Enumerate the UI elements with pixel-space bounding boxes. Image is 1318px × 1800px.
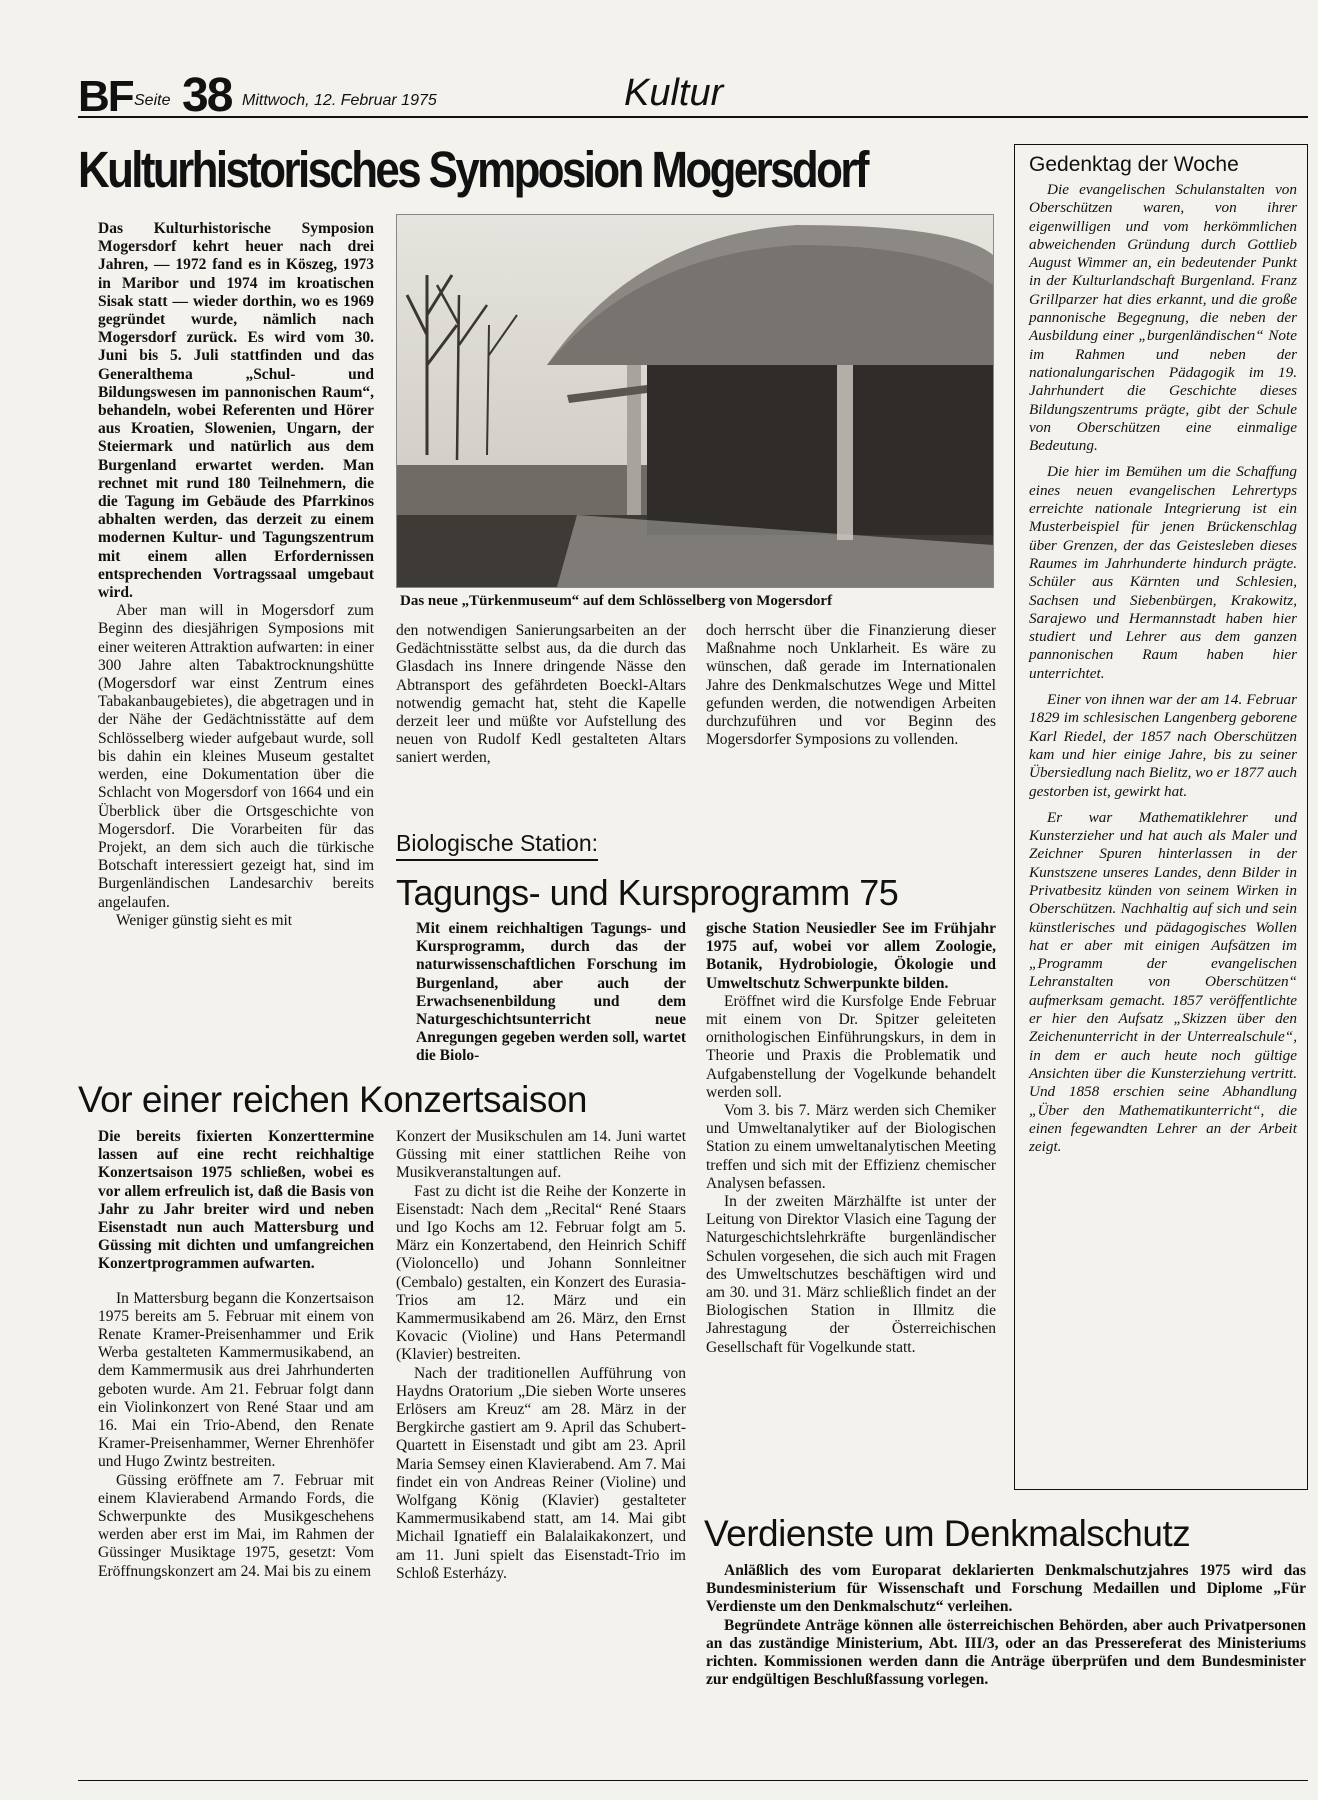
- article4-headline: Verdienste um Denkmalschutz: [704, 1513, 1191, 1554]
- article1-paragraph-2: Aber man will in Mogersdorf zum Beginn des diesjährigen Symposions mit einer weiteren Attraktion aufwarten: in einer 300 Jahre alten Tabaktrocknungshütte (Mogersdorf war einst Zentrum eines Tabakanbaugebietes), die abgetragen und in der Nähe der Gedächtnisstätte auf dem Schlösselberg wieder aufgebaut wurde, soll bis dahin ein kleines Museum gestaltet werden, eine Dokumentation über die Schlacht von Mogersdorf von 1664 und ein Überblick über die Ortsgeschichte von Mogersdorf. Die Vorarbeiten für das Projekt, an dem sich auch die türkische Botschaft interessiert gezeigt hat, sind im Burgenländischen Landesarchiv bereits angelaufen.: [98, 602, 374, 911]
- masthead-seite-label: Seite: [134, 92, 171, 109]
- masthead-date: Mittwoch, 12. Februar 1975: [242, 92, 437, 109]
- article3-paragraph-2: Güssing eröffnete am 7. Februar mit einem Klavierabend Armando Fords, die Schwerpunkte des Musikgeschehens werden aber erst im Mai, im Rahmen der Güssinger Musiktage 1975, gesetzt: Vom Eröffnungskonzert am 24. Mai bis zu einem: [98, 1471, 374, 1580]
- article4-paragraph-1: Anläßlich des vom Europarat deklarierten Denkmalschutzjahres 1975 wird das Bundesministerium für Wissenschaft und Forschung Medaillen und Diplome „Für Verdienste um den Denkmalschutz“ verleihen.: [706, 1562, 1306, 1616]
- article1-col3-text: doch herrscht über die Finanzierung dieser Maßnahme noch Unklarheit. Es wäre zu wünschen, daß gerade im Internationalen Jahre des Denkmalschutzes Wege und Mittel gefunden werden, die notwendigen Arbeiten durchzuführen und vor Beginn des Mogersdorfer Symposions zu vollenden.: [706, 622, 996, 749]
- masthead-page-number: 38: [182, 69, 232, 122]
- article3-lead: Die bereits fixierten Konzerttermine lassen auf eine recht reichhaltige Konzertsaison 1975 schließen, wobei es vor allem erfreulich ist, daß die Basis von Jahr zu Jahr breiter wird und neben Eisenstadt nun auch Mattersburg und Güssing mit dichten und umfangreichen Konzertprogrammen aufwarten.: [98, 1128, 374, 1273]
- article3-col2-paragraph-3: Nach der traditionellen Aufführung von Haydns Oratorium „Die sieben Worte unseres Erlösers am Kreuz“ am 28. März in der Bergkirche gastiert am 9. April das Schubert-Quartett in Eisenstadt und gibt am 23. April Maria Semsey einen Klavierabend. Am 7. Mai findet ein von Andreas Reiner (Violine) und Wolfgang König (Klavier) gestalteter Kammermusikabend statt, am 14. Mai gibt Michail Ignatieff ein Balalaikakonzert, und am 11. Juni spielt das Eisenstadt-Trio im Schloß Esterházy.: [396, 1364, 686, 1582]
- sidebar-box: [1014, 144, 1308, 1490]
- article4-body: [706, 1562, 1306, 1689]
- article3-col2: [396, 1128, 686, 1583]
- article1-headline: Kulturhistorisches Symposion Mogersdorf: [78, 141, 867, 198]
- article2-headline: Tagungs- und Kursprogramm 75: [396, 872, 899, 913]
- article3-paragraph-1: In Mattersburg begann die Konzertsaison 1975 bereits am 5. Februar mit einem von Renate Kramer-Preisenhammer und Erik Werba gestalteten Kammermusikabend, an dem Kammermusik aus drei Jahrhunderten geboten wurde. Am 21. Februar folgt dann ein Violinkonzert von René Staar und am 16. Mai ein Trio-Abend, den Renate Kramer-Preisenhammer, Werner Ehrenhöfer und Hugo Zwintz bestreiten.: [98, 1289, 374, 1471]
- masthead-logo: BF: [78, 72, 133, 121]
- sidebar-paragraph-1: Die evangelischen Schulanstalten von Oberschützen waren, von ihrer eigenwilligen und vom herkömmlichen abweichenden Gründung durch Gottlieb August Wimmer an, ein bedeutender Punkt in der Kulturlandschaft Burgenland. Franz Grillparzer hat dies erkannt, und die große pannonische Begegnung, die neben der Ausbildung einer „burgenländischen“ Note im Rahmen und neben der nationalungarischen Pädagogik im 19. Jahrhundert die Geschichte dieses Bildungszentrums prägte, gibt der Schule von Oberschützen eine einmalige Bedeutung.: [1029, 181, 1297, 455]
- masthead-rule: [78, 116, 1308, 118]
- article2-lead-a: Mit einem reichhaltigen Tagungs- und Kursprogramm, durch das der naturwissenschaftlichen Forschung im Burgenland, aber auch der Erwachsenenbildung und dem Naturgeschichtsunterricht neue Anregungen gegeben werden soll, wartet die Biolo-: [416, 920, 686, 1065]
- museum-photo-image: [397, 215, 993, 587]
- article1-lead: Das Kulturhistorische Symposion Mogersdorf kehrt heuer nach drei Jahren, — 1972 fand es in Köszeg, 1973 in Maribor und 1974 im kroatischen Sisak statt — wieder dorthin, wo es 1969 gegründet wurde, nämlich nach Mogersdorf zurück. Es wird vom 30. Juni bis 5. Juli stattfinden und das Generalthema „Schul- und Bildungswesen im pannonischen Raum“, behandeln, wobei Referenten und Hörer aus Kroatien, Slowenien, Ungarn, der Steiermark und natürlich aus dem Burgenland erwartet werden. Man rechnet mit rund 180 Teilnehmern, die die Tagung im Gebäude des Pfarrkinos abhalten werden, das derzeit zu einem modernen Kultur- und Tagungszentrum mit einem allen Erfordernissen entsprechenden Vortragssaal umgebaut wird.: [98, 220, 374, 602]
- page-bottom-rule: [78, 1780, 1308, 1781]
- article1-col3: [706, 622, 996, 749]
- article3-headline: Vor einer reichen Konzertsaison: [78, 1079, 587, 1120]
- article3-col2-paragraph-2: Fast zu dicht ist die Reihe der Konzerte in Eisenstadt: Nach dem „Recital“ René Staars und Igo Kochs am 12. Februar folgt am 5. März ein Konzertabend, den Heinrich Schiff (Violoncello) und Johann Sonnleitner (Cembalo) gestalten, ein Konzert des Eurasia-Trios am 12. März und ein Kammermusikabend am 26. März, den Ernst Kovacic (Violine) und Hans Petermandl (Klavier) bestreiten.: [396, 1182, 686, 1364]
- sidebar-paragraph-2: Die hier im Bemühen um die Schaffung eines neuen evangelischen Lehrertyps erreichte nationale Integrierung ist ein Musterbeispiel für jenen Brückenschlag über Grenzen, der das Geistesleben dieses Raumes im Jahrhunderte hindurch prägte. Schüler aus Kärnten und Schlesien, Sachsen und Siebenbürgen, Krakowitz, Sarajewo und Hermannstadt haben hier studiert und Lehrer aus dem ganzen pannonischen Raum haben hier unterrichtet.: [1029, 463, 1297, 682]
- article1-paragraph-3: Weniger günstig sieht es mit: [116, 911, 293, 929]
- museum-photo-caption: Das neue „Türkenmuseum“ auf dem Schlösselberg von Mogersdorf: [400, 593, 833, 609]
- article2-paragraph-1: Eröffnet wird die Kursfolge Ende Februar mit einem von Dr. Spitzer geleiteten ornithologischen Einführungskurs, in dem in Theorie und Praxis die Problematik und Aufgabenstellung der Vogelkunde behandelt werden soll.: [706, 992, 996, 1101]
- article2-col1: [416, 920, 686, 1066]
- museum-photo: [396, 214, 994, 588]
- article3-col2-paragraph-1: Konzert der Musikschulen am 14. Juni wartet Güssing mit einer stattlichen Reihe von Musikveranstaltungen auf.: [396, 1128, 686, 1182]
- article1-col2: [396, 622, 686, 768]
- article2-lead-b: gische Station Neusiedler See im Frühjahr 1975 auf, wobei vor allem Zoologie, Botanik, Hydrobiologie, Ökologie und Umweltschutz Schwerpunkte bilden.: [706, 920, 996, 992]
- article4-paragraph-2: Begründete Anträge können alle österreichischen Behörden, aber auch Privatpersonen an das zuständige Ministerium, Abt. III/3, oder an das Pressereferat des Ministeriums richten. Kommissionen werden dann die Anträge überprüfen und dem Bundesminister zur endgültigen Beschlußfassung vorlegen.: [706, 1616, 1306, 1689]
- sidebar-paragraph-3: Einer von ihnen war der am 14. Februar 1829 im schlesischen Langenberg geborene Karl Riedel, der 1857 nach Oberschützen kam und hier einige Jahre, bis zu seiner Übersiedlung nach Bielitz, wo er 1877 auch gestorben ist, gewirkt hat.: [1029, 691, 1297, 800]
- sidebar-body: [1029, 181, 1297, 1156]
- sidebar-paragraph-4: Er war Mathematiklehrer und Kunsterzieher und hat auch als Maler und Zeichner Spuren hinterlassen in der Kunstszene unseres Landes, denn Bilder in Privatbesitz künden von seinem Wirken in Oberschützen. Nachhaltig auf sich und sein künstlerisches und pädagogisches Wollen hat er aber mit einigen Aufsätzen im „Programm der evangelischen Lehranstalten von Oberschützen“ aufmerksam gemacht. 1857 veröffentlichte er hier den Aufsatz „Skizzen über den Zeichenunterricht in der Unterrealschule“, in dem er auch heute noch gültige Ansichten über die Kunsterziehung vertritt. Und 1858 erschien seine Abhandlung „Über den Mathematikunterricht“, die einen fegewandten Lehrer an der Arbeit zeigt.: [1029, 808, 1297, 1156]
- article1-col2-text: den notwendigen Sanierungsarbeiten an der Gedächtnisstätte selbst aus, da die durch das Glasdach ins Innere dringende Nässe den Abtransport des gefährdeten Boeckl-Altars notwendig gemacht hat, steht die Kapelle derzeit leer und müßte vor Aufstellung des neuen von Rudolf Kedl gestalteten Altars saniert werden,: [396, 622, 686, 767]
- article3-col1: [98, 1128, 374, 1581]
- article1-col1: [98, 220, 374, 930]
- article2-paragraph-2: Vom 3. bis 7. März werden sich Chemiker und Umweltanalytiker auf der Biologischen Station zu einem umweltanalytischen Meeting treffen und sich mit der Effizienz chemischer Analysen befassen.: [706, 1102, 996, 1192]
- article2-paragraph-3: In der zweiten Märzhälfte ist unter der Leitung von Direktor Vlasich eine Tagung der Naturgeschichtslehrkräfte burgenländischer Schulen vorgesehen, die sich auch mit Fragen des Umweltschutzes beschäftigen wird und am 30. und 31. März schließlich findet an der Biologischen Station in Illmitz die Jahrestagung der Österreichischen Gesellschaft für Vogelkunde statt.: [706, 1193, 996, 1356]
- article2-col2: [706, 920, 996, 1357]
- masthead-section: Kultur: [624, 72, 724, 114]
- sidebar-title: Gedenktag der Woche: [1029, 153, 1239, 176]
- article2-kicker: Biologische Station:: [396, 830, 598, 861]
